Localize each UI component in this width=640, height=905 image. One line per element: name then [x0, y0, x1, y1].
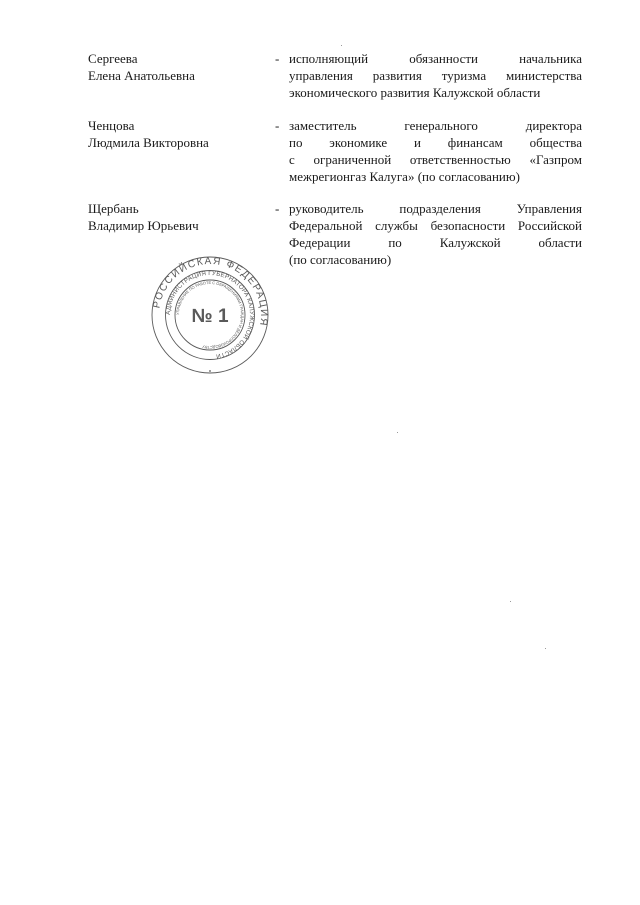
seal-dot — [209, 370, 211, 372]
role-word: подразделения — [399, 201, 481, 216]
role-word: финансам — [447, 135, 503, 150]
member-surname: Щербань — [88, 201, 139, 216]
role-word: заместитель — [289, 118, 357, 133]
role-line: межрегионгаз Калуга» (по согласованию) — [289, 169, 520, 184]
seal-outer-text: РОССИЙСКАЯ ФЕДЕРАЦИЯ — [151, 255, 270, 328]
role-word: туризма — [441, 68, 487, 83]
member-given-names: Людмила Викторовна — [88, 135, 209, 150]
role-word: руководитель — [289, 201, 364, 216]
scan-speck — [510, 601, 511, 602]
role-word: и — [413, 135, 421, 150]
official-seal-stamp — [150, 255, 270, 375]
member-name — [88, 117, 268, 151]
separator-dash: - — [275, 201, 280, 216]
role-word: общества — [529, 135, 582, 150]
role-word: безопасности — [430, 218, 506, 233]
role-word: с — [289, 152, 295, 167]
role-word: области — [538, 235, 582, 250]
member-given-names: Елена Анатольевна — [88, 68, 195, 83]
seal-text — [151, 256, 269, 360]
role-word: Федеральной — [289, 218, 363, 233]
role-word: Калужской — [439, 235, 501, 250]
seal-ring-text: АДМИНИСТРАЦИЯ ГУБЕРНАТОРА КАЛУЖСКОЙ ОБЛАСТИ — [164, 269, 256, 360]
role-word: ответственностью — [409, 152, 511, 167]
role-word: развития — [372, 68, 422, 83]
scan-speck — [545, 648, 546, 649]
scan-speck — [341, 45, 342, 46]
role-word: по — [388, 235, 402, 250]
role-word: директора — [525, 118, 582, 133]
member-name — [88, 200, 268, 234]
role-word: Российской — [517, 218, 582, 233]
seal-inner-text: УПРАВЛЕНИЕ ПО РАБОТЕ С ОБРАЩЕНИЯМИ ГРАЖДАН И ДЕЛОПРОИЗВОДСТВУ — [174, 279, 246, 351]
separator-dash: - — [275, 51, 280, 66]
role-word: «Газпром — [529, 152, 582, 167]
role-word: исполняющий — [289, 51, 369, 66]
member-role — [289, 117, 582, 185]
role-word: управления — [289, 68, 353, 83]
role-line: (по согласованию) — [289, 252, 392, 267]
role-word: службы — [375, 218, 418, 233]
member-role — [289, 200, 582, 268]
member-surname: Ченцова — [88, 118, 135, 133]
role-word: экономике — [329, 135, 388, 150]
member-role — [289, 50, 582, 101]
member-name — [88, 50, 268, 84]
role-word: министерства — [505, 68, 582, 83]
member-surname: Сергеева — [88, 51, 138, 66]
separator-dash: - — [275, 118, 280, 133]
role-word: ограниченной — [313, 152, 392, 167]
role-line: экономического развития Калужской области — [289, 85, 541, 100]
seal-number: № 1 — [191, 306, 229, 327]
role-word: по — [289, 135, 303, 150]
role-word: Управления — [516, 201, 582, 216]
role-word: обязанности — [409, 51, 479, 66]
role-word: генерального — [404, 118, 478, 133]
role-word: Федерации — [289, 235, 351, 250]
scan-speck — [397, 432, 398, 433]
member-given-names: Владимир Юрьевич — [88, 218, 199, 233]
role-word: начальника — [519, 51, 582, 66]
